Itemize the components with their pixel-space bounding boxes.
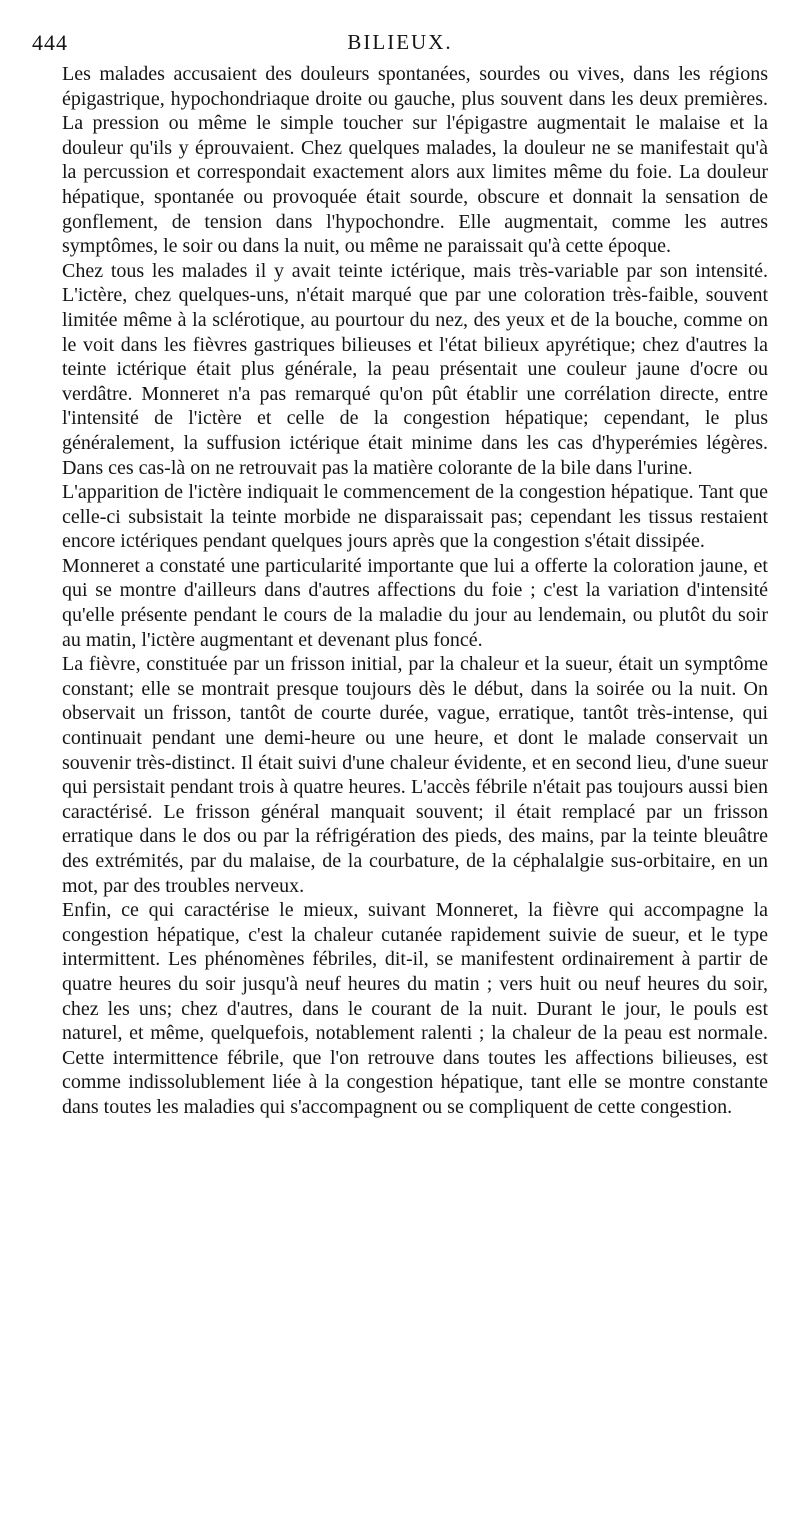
body-text bbox=[62, 62, 768, 1120]
running-title: BILIEUX. bbox=[347, 30, 453, 54]
paragraph-jaundice-onset: L'apparition de l'ictère indiquait le commencement de la congestion hépatique. Tant que celle-ci subsistait la teinte morbide ne disparaissait pas; cependant les tissus restaient encore ictériques pendant quelques jours après que la congestion s'était dissipée. bbox=[62, 481, 768, 553]
page-number: 444 bbox=[32, 30, 68, 55]
paragraph-jaundice-intensity: Chez tous les malades il y avait teinte ictérique, mais très-variable par son intensité. L'ictère, chez quelques-uns, n'était marqué que par une coloration très-faible, souvent limitée même à la sclérotique, au pourtour du nez, des yeux et de la bouche, comme on le voit dans les fièvres gastriques bilieuses et l'état bilieux apyrétique; chez d'autres la teinte ictérique était plus générale, la peau présentait une couleur jaune d'ocre ou verdâtre. Monneret n'a pas remarqué qu'on pût établir une corrélation directe, entre l'intensité de l'ictère et celle de la congestion hépatique; cependant, le plus généralement, la suffusion ictérique était minime dans les cas d'hyperémies légères. Dans ces cas-là on ne retrouvait pas la matière colorante de la bile dans l'urine. bbox=[62, 259, 768, 479]
paragraph-intermittent-fever: Enfin, ce qui caractérise le mieux, suivant Monneret, la fièvre qui accompagne la congestion hépatique, c'est la chaleur cutanée rapidement suivie de sueur, et le type intermittent. Les phénomènes fébriles, dit-il, se manifestent ordinairement à partir de quatre heures du soir jusqu'à neuf heures du matin ; vers huit ou neuf heures du soir, chez les uns; chez d'autres, dans le courant de la nuit. Durant le jour, le pouls est naturel, et même, quelquefois, notablement ralenti ; la chaleur de la peau est normale. Cette intermittence fébrile, que l'on retrouve dans toutes les affections bilieuses, est comme indissolublement liée à la congestion hépatique, tant elle se montre constante dans toutes les maladies qui s'accompagnent ou se compliquent de cette congestion. bbox=[62, 899, 768, 1118]
paragraph-jaundice-variation: Monneret a constaté une particularité importante que lui a offerte la coloration jaune, et qui se montre d'ailleurs dans d'autres affections du foie ; c'est la variation d'intensité qu'elle présente pendant le cours de la maladie du jour au lendemain, ou plutôt du soir au matin, l'ictère augmentant et devenant plus foncé. bbox=[62, 554, 768, 651]
paragraph-fever: La fièvre, constituée par un frisson initial, par la chaleur et la sueur, était un symptôme constant; elle se montrait presque toujours dès le début, dans la soirée ou la nuit. On observait un frisson, tantôt de courte durée, vague, erratique, tantôt très-intense, qui continuait pendant une demi-heure ou une heure, et dont le malade conservait un souvenir très-distinct. Il était suivi d'une chaleur évidente, et en second lieu, d'une sueur qui persistait pendant trois à quatre heures. L'accès fébrile n'était pas toujours aussi bien caractérisé. Le frisson général manquait souvent; il était remplacé par un frisson erratique dans le dos ou par la réfrigération des pieds, des mains, par la teinte bleuâtre des extrémités, par du malaise, de la courbature, de la céphalalgie sus-orbitaire, en un mot, par des troubles nerveux. bbox=[62, 653, 768, 897]
paragraph-abdominal-pain: Les malades accusaient des douleurs spontanées, sourdes ou vives, dans les régions épigastrique, hypochondriaque droite ou gauche, plus souvent dans les deux premières. La pression ou même le simple toucher sur l'épigastre augmentait le malaise et la douleur qu'ils y éprouvaient. Chez quelques malades, la douleur ne se manifestait qu'à la percussion et correspondait exactement alors aux limites même du foie. La douleur hépatique, spontanée ou provoquée était sourde, obscure et donnait la sensation de gonflement, de tension dans l'hypochondre. Elle augmentait, comme les autres symptômes, le soir ou dans la nuit, ou même ne paraissait qu'à cette époque. bbox=[62, 63, 768, 258]
running-head bbox=[32, 30, 768, 60]
